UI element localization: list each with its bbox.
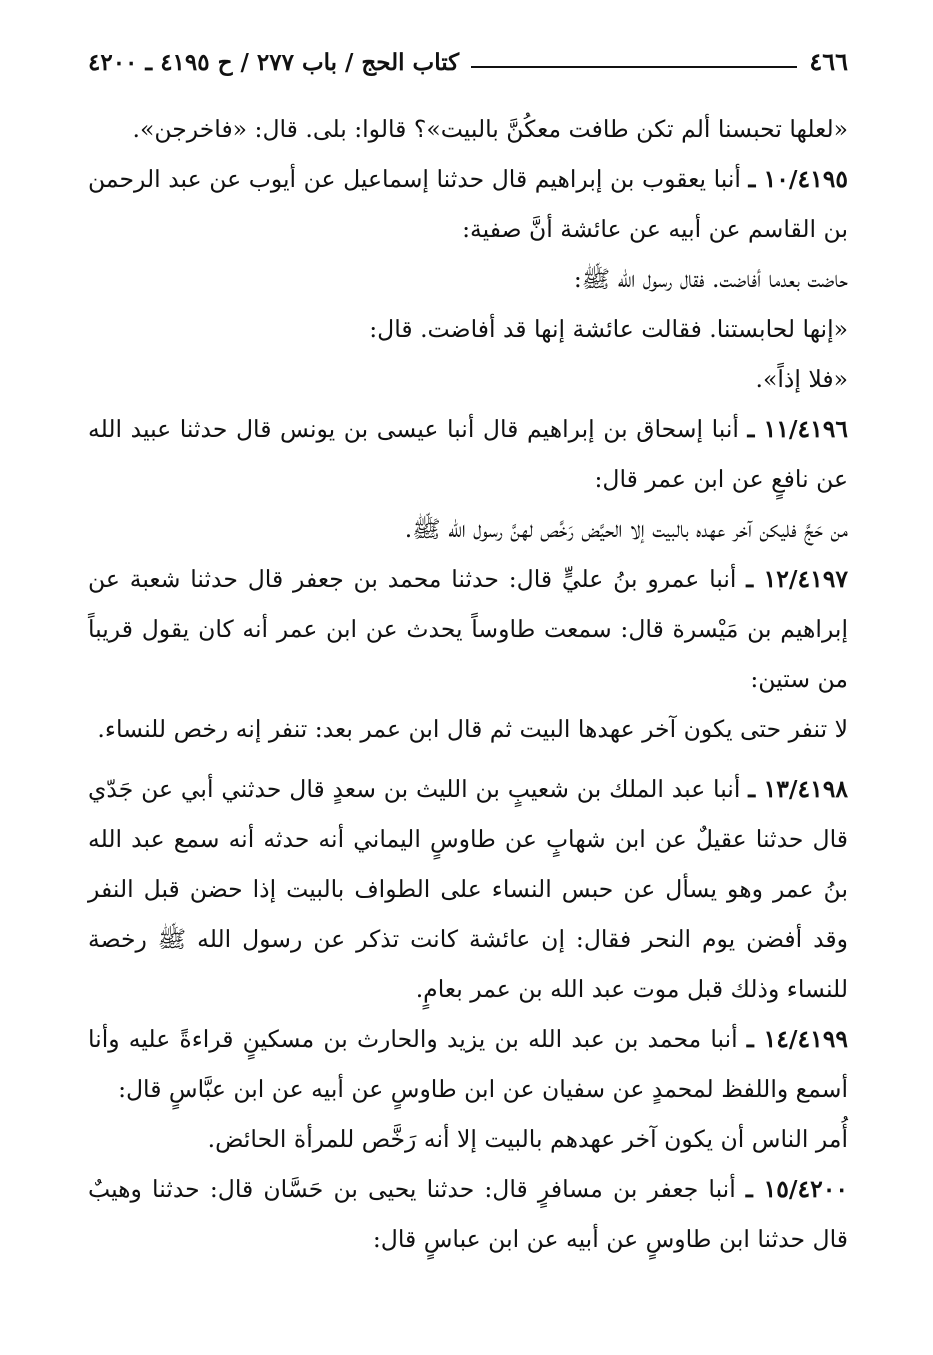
running-title: كتاب الحج / باب ٢٧٧ / ح ٤١٩٥ ـ ٤٢٠٠ (88, 48, 460, 76)
paragraph-text: أنبا عمرو بنُ عليٍّ قال: حدثنا محمد بن جعفر قال حدثنا شعبة عن إبراهيم بن مَيْسرة قال: سمعت طاوساً يحدث عن ابن عمر أنه كان يقول قريباً من ستين: (88, 565, 848, 693)
hadith-number: ١٣/٤١٩٨ ـ (748, 775, 848, 803)
hadith-paragraph (88, 1014, 848, 1114)
hadith-paragraph (88, 764, 848, 1014)
main-text (88, 104, 848, 1264)
hadith-number: ١١/٤١٩٦ ـ (747, 415, 848, 443)
page-number: ٤٦٦ (809, 47, 848, 76)
hadith-paragraph (88, 154, 848, 254)
paragraph-text: أنبا عبد الملك بن شعيبٍ بن الليث بن سعدٍ قال حدثني أبي عن جَدّي قال حدثنا عقيلٌ عن ابن شهابٍ عن طاوسٍ اليماني أنه حدثه أنه سمع عبد الله بنُ عمر وهو يسأل عن حبس النساء على الطواف بالبيت إذا حضن قبل النفر وقد أفضن يوم النحر فقال: إن عائشة كانت تذكر عن رسول الله ﷺ رخصة للنساء وذلك قبل موت عبد الله بن عمر بعامٍ. (88, 775, 848, 1003)
paragraph-text: «فلا إذاً». (755, 365, 848, 393)
paragraph-text: أنبا محمد بن عبد الله بن يزيد والحارث بن مسكينٍ قراءةً عليه وأنا أسمع واللفظ لمحمدٍ عن سفيان عن ابن طاوسٍ عن أبيه عن ابن عبَّاسٍ قال: (88, 1025, 848, 1103)
paragraph-text: لا تنفر حتى يكون آخر عهدها البيت ثم قال ابن عمر بعد: تنفر إنه رخص للنساء. (97, 715, 848, 743)
paragraph-text: أنبا إسحاق بن إبراهيم قال أنبا عيسى بن يونس قال حدثنا عبيد الله عن نافعٍ عن ابن عمر قال: (88, 415, 848, 493)
hadith-number: ١٢/٤١٩٧ ـ (746, 565, 848, 593)
hadith-number: ١٥/٤٢٠٠ ـ (745, 1175, 848, 1203)
header-rule (471, 66, 797, 68)
paragraph-text: «لعلها تحبسنا ألم تكن طافت معكُنَّ بالبيت»؟ قالوا: بلى. قال: «فاخرجن». (132, 115, 848, 143)
hadith-number: ١٤/٤١٩٩ ـ (746, 1025, 848, 1053)
text-paragraph (88, 1114, 848, 1164)
paragraph-text: أنبا يعقوب بن إبراهيم قال حدثنا إسماعيل عن أيوب عن عبد الرحمن بن القاسم عن أبيه عن عائشة أنَّ صفية: (88, 165, 848, 243)
paragraph-text: من حَجَّ فليكن آخر عهده بالبيت إلا الحيَّض رَخَّص لهنَّ رسول الله ﷺ. (404, 515, 848, 543)
text-paragraph (88, 354, 848, 404)
paragraph-text: أُمر الناس أن يكون آخر عهدهم بالبيت إلا أنه رَخَّص للمرأة الحائض. (207, 1125, 848, 1153)
text-paragraph (88, 504, 848, 554)
running-header (88, 40, 848, 84)
paragraph-text: أنبا جعفر بن مسافرٍ قال: حدثنا يحيى بن حَسَّان قال: حدثنا وهيبٌ قال حدثنا ابن طاوسٍ عن أبيه عن ابن عباسٍ قال: (88, 1175, 848, 1253)
text-paragraph (88, 104, 848, 154)
paragraph-text: «إنها لحابستنا. فقالت عائشة إنها قد أفاضت. قال: (369, 315, 848, 343)
hadith-number: ١٠/٤١٩٥ ـ (748, 165, 848, 193)
text-paragraph (88, 304, 848, 354)
hadith-paragraph (88, 1164, 848, 1264)
hadith-paragraph (88, 554, 848, 704)
text-paragraph (88, 254, 848, 304)
text-paragraph (88, 704, 848, 754)
paragraph-text: حاضت بعدما أفاضت. فقال رسول الله ﷺ: (573, 265, 848, 293)
hadith-paragraph (88, 404, 848, 504)
